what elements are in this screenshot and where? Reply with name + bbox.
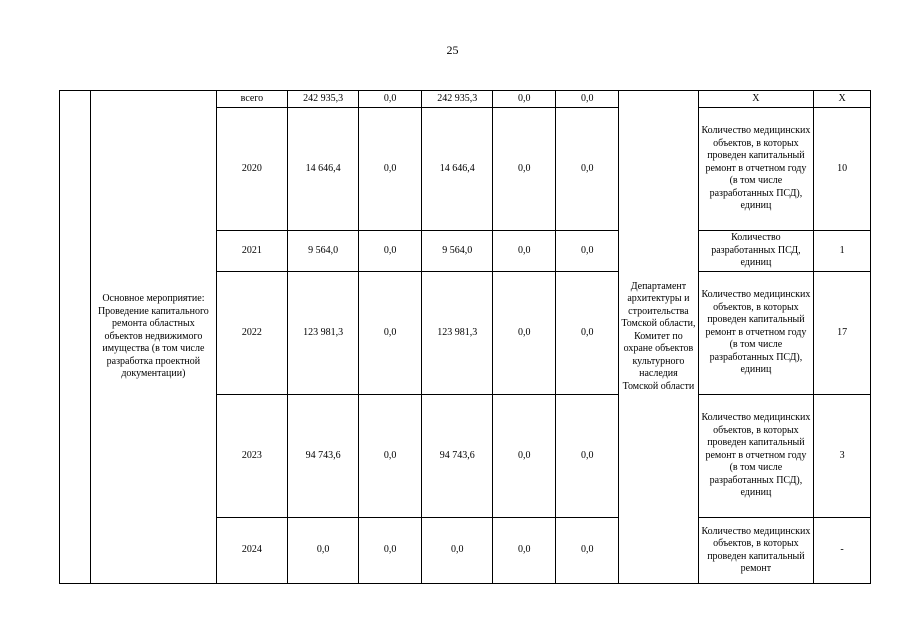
indicator-cell: X [698, 91, 814, 108]
indicator-cell: Количество медицинских объектов, в которых проведен капитальный ремонт [698, 518, 814, 584]
indicator-value: 10 [814, 108, 871, 231]
local-cell: 0,0 [493, 91, 556, 108]
federal-cell: 0,0 [359, 395, 422, 518]
federal-cell: 0,0 [359, 108, 422, 231]
local-cell: 0,0 [493, 395, 556, 518]
year-cell: 2024 [216, 518, 287, 584]
indicator-value: 3 [814, 395, 871, 518]
regional-cell: 9 564,0 [422, 231, 493, 272]
regional-cell: 94 743,6 [422, 395, 493, 518]
year-cell: 2021 [216, 231, 287, 272]
page-number: 25 [446, 43, 459, 57]
local-cell: 0,0 [493, 108, 556, 231]
indicator-value: 17 [814, 272, 871, 395]
regional-cell: 123 981,3 [422, 272, 493, 395]
year-cell: 2022 [216, 272, 287, 395]
total-cell: 94 743,6 [288, 395, 359, 518]
local-cell: 0,0 [493, 518, 556, 584]
other-cell: 0,0 [556, 272, 619, 395]
table-row [60, 91, 871, 108]
indicator-cell: Количество разработанных ПСД, единиц [698, 231, 814, 272]
total-cell: 242 935,3 [288, 91, 359, 108]
regional-cell: 242 935,3 [422, 91, 493, 108]
event-description: Основное мероприятие: Проведение капитального ремонта областных объектов недвижимого имущества (в том числе разработка проектной документации) [90, 91, 216, 584]
responsible-agency: Департамент архитектуры и строительства Томской области, Комитет по охране объектов культурного наследия Томской области [619, 91, 698, 584]
federal-cell: 0,0 [359, 518, 422, 584]
federal-cell: 0,0 [359, 231, 422, 272]
total-cell: 9 564,0 [288, 231, 359, 272]
regional-cell: 14 646,4 [422, 108, 493, 231]
indicator-value: 1 [814, 231, 871, 272]
other-cell: 0,0 [556, 231, 619, 272]
federal-cell: 0,0 [359, 272, 422, 395]
regional-cell: 0,0 [422, 518, 493, 584]
budget-table [59, 90, 871, 584]
federal-cell: 0,0 [359, 91, 422, 108]
other-cell: 0,0 [556, 395, 619, 518]
other-cell: 0,0 [556, 108, 619, 231]
total-cell: 0,0 [288, 518, 359, 584]
indicator-value: - [814, 518, 871, 584]
local-cell: 0,0 [493, 231, 556, 272]
local-cell: 0,0 [493, 272, 556, 395]
indicator-cell: Количество медицинских объектов, в которых проведен капитальный ремонт в отчетном году (в том числе разработанных ПСД), единиц [698, 395, 814, 518]
year-cell: 2020 [216, 108, 287, 231]
other-cell: 0,0 [556, 518, 619, 584]
other-cell: 0,0 [556, 91, 619, 108]
total-cell: 123 981,3 [288, 272, 359, 395]
row-number-cell [60, 91, 91, 584]
total-cell: 14 646,4 [288, 108, 359, 231]
year-cell: 2023 [216, 395, 287, 518]
indicator-cell: Количество медицинских объектов, в которых проведен капитальный ремонт в отчетном году (в том числе разработанных ПСД), единиц [698, 108, 814, 231]
indicator-value: X [814, 91, 871, 108]
indicator-cell: Количество медицинских объектов, в которых проведен капитальный ремонт в отчетном году (в том числе разработанных ПСД), единиц [698, 272, 814, 395]
year-cell: всего [216, 91, 287, 108]
